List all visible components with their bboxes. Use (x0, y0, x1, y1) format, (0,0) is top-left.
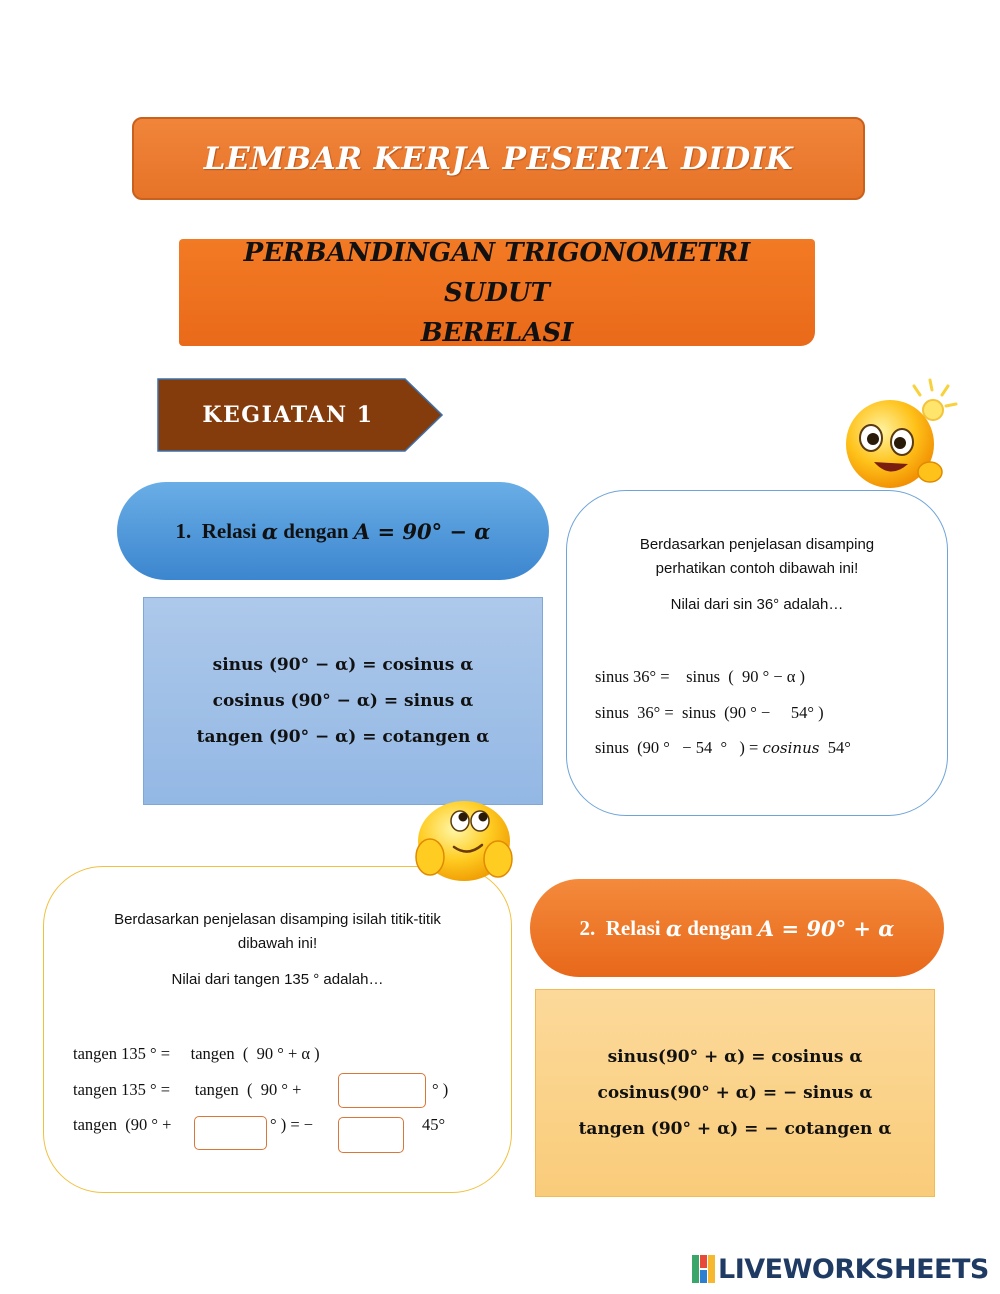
section2-heading-mid: dengan (682, 915, 758, 940)
section1-heading-formula: A = 90° − α (353, 518, 491, 544)
liveworksheets-mark-icon (692, 1255, 716, 1283)
exercise-step-3c: 45° (422, 1115, 446, 1134)
section1-heading-alpha: α (261, 518, 278, 544)
section2-formula-cosinus: cosinus(90° + α) = − sinus α (597, 1083, 873, 1103)
example-step-2: sinus 36° = sinus (90 ° − 54° ) (595, 703, 824, 722)
liveworksheets-logo (692, 1253, 989, 1285)
liveworksheets-brand: LIVEWORKSHEETS (718, 1253, 989, 1285)
example-step-3 (595, 738, 851, 758)
section1-formula-box (143, 597, 543, 805)
example-question: Nilai dari sin 36° adalah… (670, 596, 844, 613)
section2-heading-alpha: α (665, 915, 682, 941)
example-step-3-a: sinus (90 ° − 54 ° ) = (595, 738, 763, 757)
exercise-step-2a: tangen 135 ° = tangen ( 90 ° + (73, 1080, 302, 1099)
answer-input-angle-2[interactable] (194, 1116, 267, 1150)
section1-heading (117, 482, 549, 580)
example-step-3-b: cosinus (762, 739, 820, 757)
section2-formula-tangen: tangen (90° + α) = − cotangen α (578, 1119, 892, 1139)
section1-heading-mid: dengan (278, 518, 354, 543)
exercise-step-3a: tangen (90 ° + (73, 1115, 172, 1134)
section2-formula-sinus: sinus(90° + α) = cosinus α (607, 1047, 863, 1067)
exercise-step-1: tangen 135 ° = tangen ( 90 ° + α ) (73, 1044, 320, 1063)
section2-heading (530, 879, 944, 977)
topic-banner (179, 239, 815, 346)
exercise-step-2b: ° ) (432, 1080, 449, 1099)
exercise-intro (75, 908, 480, 992)
section1-formula-sinus: sinus (90° − α) = cosinus α (212, 655, 474, 675)
topic-title-line2: BERELASI (420, 317, 574, 348)
exercise-step-3b: ° ) = − (270, 1115, 314, 1134)
thinking-emoji-icon (410, 797, 516, 885)
section1-heading-prefix: 1. Relasi (175, 518, 262, 543)
answer-input-trig-function[interactable] (338, 1117, 404, 1153)
section2-formula-box (535, 989, 935, 1197)
section1-formula-cosinus: cosinus (90° − α) = sinus α (212, 691, 474, 711)
section2-heading-prefix: 2. Relasi (579, 915, 666, 940)
exercise-question: Nilai dari tangen 135 ° adalah… (171, 971, 384, 988)
topic-title-line1: PERBANDINGAN TRIGONOMETRI SUDUT (243, 237, 751, 308)
activity-label-text: KEGIATAN 1 (202, 402, 374, 428)
answer-input-angle-1[interactable] (338, 1073, 426, 1108)
exercise-intro-line2: dibawah ini! (237, 935, 318, 952)
example-intro-line1: Berdasarkan penjelasan disamping (639, 536, 875, 553)
activity-label (157, 378, 443, 452)
worksheet-title (132, 117, 865, 200)
example-step-1: sinus 36° = sinus ( 90 ° − α ) (595, 667, 806, 686)
example-intro-line2: perhatikan contoh dibawah ini! (655, 560, 859, 577)
worksheet-title-text: LEMBAR KERJA PESERTA DIDIK (203, 140, 794, 177)
example-step-3-c: 54° (819, 738, 851, 757)
section1-formula-tangen: tangen (90° − α) = cotangen α (196, 727, 490, 747)
lightbulb-idea-emoji-icon (838, 376, 960, 500)
example-intro (590, 533, 924, 617)
section2-heading-formula: A = 90° + α (757, 915, 895, 941)
exercise-intro-line1: Berdasarkan penjelasan disamping isilah titik-titik (114, 911, 441, 928)
